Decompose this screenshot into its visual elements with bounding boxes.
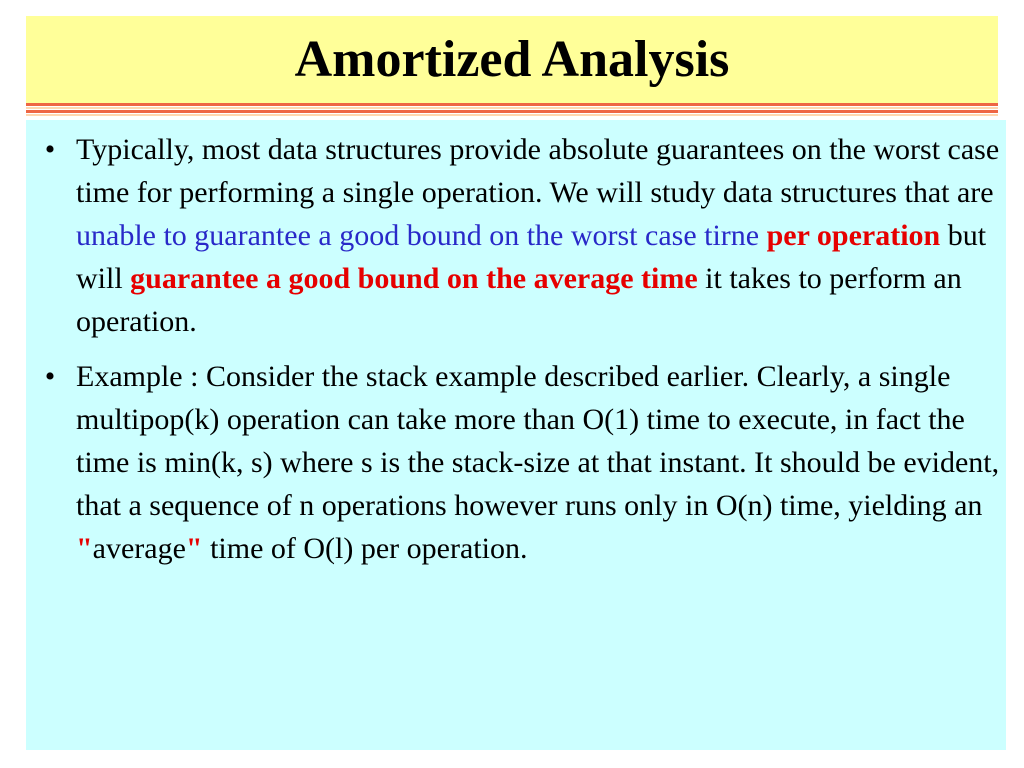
highlight-text-blue: unable to guarantee a good bound on the worst case tirne — [76, 219, 760, 252]
divider-line — [26, 103, 998, 106]
bullet-text: Example : Consider the stack example described earlier. Clearly, a single multipop(k) operation can take more than O(1) time to execute, in fact the time is min(k, s) where s is the stack-size at that instant. It should be evident, that a sequence of n operations however runs only in O(n) time, yielding an — [76, 360, 1000, 522]
title-box — [26, 16, 998, 104]
quote-mark: " — [76, 532, 93, 565]
content-box — [26, 120, 1006, 750]
bullet-text: but will — [76, 219, 987, 295]
bullet-item — [38, 128, 1000, 343]
bullet-text — [759, 219, 767, 252]
highlight-text-red: per operation — [766, 219, 941, 252]
bullet-icon: • — [44, 133, 56, 166]
bullet-text: time of O(l) per operation. — [202, 532, 528, 565]
divider-line — [26, 114, 998, 116]
title-divider — [26, 103, 998, 117]
divider-line — [26, 110, 998, 113]
bullet-text: Typically, most data structures provide absolute guarantees on the worst case time for performing a single operation. We will study data structures that are — [76, 133, 1000, 209]
bullet-list — [38, 128, 1000, 582]
bullet-text: average — [92, 532, 186, 565]
quote-mark: " — [185, 532, 203, 565]
bullet-text: it takes to perform an operation. — [76, 262, 962, 338]
slide-title: Amortized Analysis — [294, 31, 730, 88]
divider-line — [26, 107, 998, 109]
highlight-text-red: guarantee a good bound on the average time — [130, 262, 698, 295]
bullet-item — [38, 355, 1000, 570]
bullet-icon: • — [44, 360, 56, 393]
